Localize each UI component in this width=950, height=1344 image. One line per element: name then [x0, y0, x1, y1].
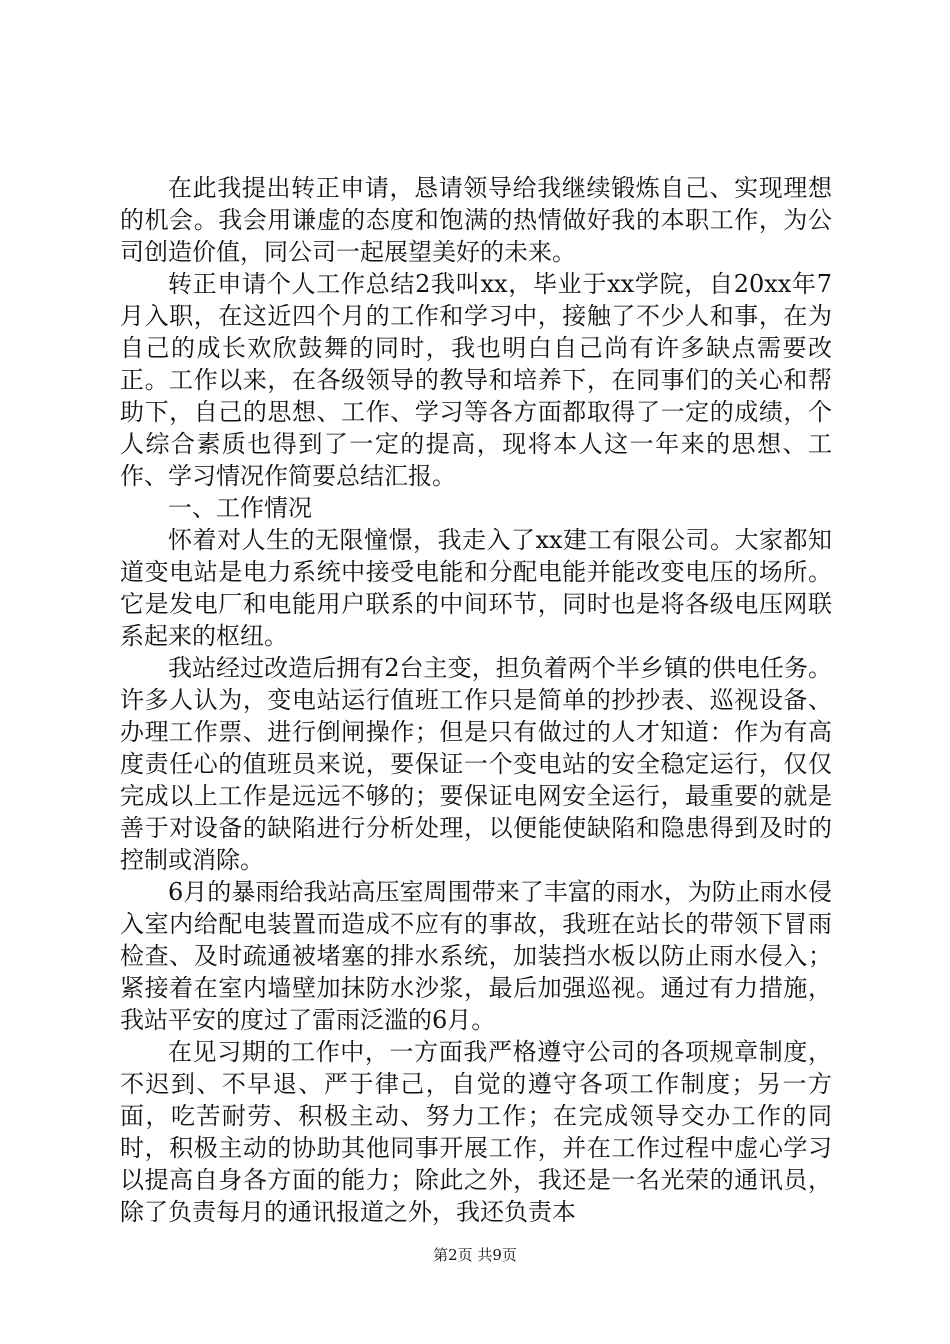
document-body	[120, 172, 832, 1228]
paragraph-3: 怀着对人生的无限憧憬，我走入了xx建工有限公司。大家都知道变电站是电力系统中接受电能和分配电能并能改变电压的场所。它是发电厂和电能用户联系的中间环节，同时也是将各级电压网联系起来的枢纽。	[120, 526, 832, 650]
page-footer: 第2页 共9页	[433, 1246, 517, 1264]
paragraph-1: 在此我提出转正申请，恳请领导给我继续锻炼自己、实现理想的机会。我会用谦虚的态度和饱满的热情做好我的本职工作，为公司创造价值，同公司一起展望美好的未来。	[120, 174, 832, 266]
paragraph-4: 我站经过改造后拥有2台主变，担负着两个半乡镇的供电任务。许多人认为，变电站运行值班工作只是简单的抄抄表、巡视设备、办理工作票、进行倒闸操作；但是只有做过的人才知道：作为有高度责任心的值班员来说，要保证一个变电站的安全稳定运行，仅仅完成以上工作是远远不够的；要保证电网安全运行，最重要的就是善于对设备的缺陷进行分析处理，以便能使缺陷和隐患得到及时的控制或消除。	[120, 654, 832, 874]
paragraph-5: 6月的暴雨给我站高压室周围带来了丰富的雨水，为防止雨水侵入室内给配电装置而造成不应有的事故，我班在站长的带领下冒雨检查、及时疏通被堵塞的排水系统，加装挡水板以防止雨水侵入；紧接着在室内墙壁加抹防水沙浆，最后加强巡视。通过有力措施，我站平安的度过了雷雨泛滥的6月。	[120, 878, 832, 1034]
paragraph-6: 在见习期的工作中，一方面我严格遵守公司的各项规章制度，不迟到、不早退、严于律己，自觉的遵守各项工作制度；另一方面，吃苦耐劳、积极主动、努力工作；在完成领导交办工作的同时，积极主动的协助其他同事开展工作，并在工作过程中虚心学习以提高自身各方面的能力；除此之外，我还是一名光荣的通讯员，除了负责每月的通讯报道之外，我还负责本	[120, 1038, 832, 1226]
paragraph-2: 转正申请个人工作总结2我叫xx，毕业于xx学院，自20xx年7月入职，在这近四个月的工作和学习中，接触了不少人和事，在为自己的成长欢欣鼓舞的同时，我也明白自己尚有许多缺点需要改正。工作以来，在各级领导的教导和培养下，在同事们的关心和帮助下，自己的思想、工作、学习等各方面都取得了一定的成绩，个人综合素质也得到了一定的提高，现将本人这一年来的思想、工作、学习情况作简要总结汇报。	[120, 270, 832, 490]
section-heading: 一、工作情况	[168, 494, 312, 522]
